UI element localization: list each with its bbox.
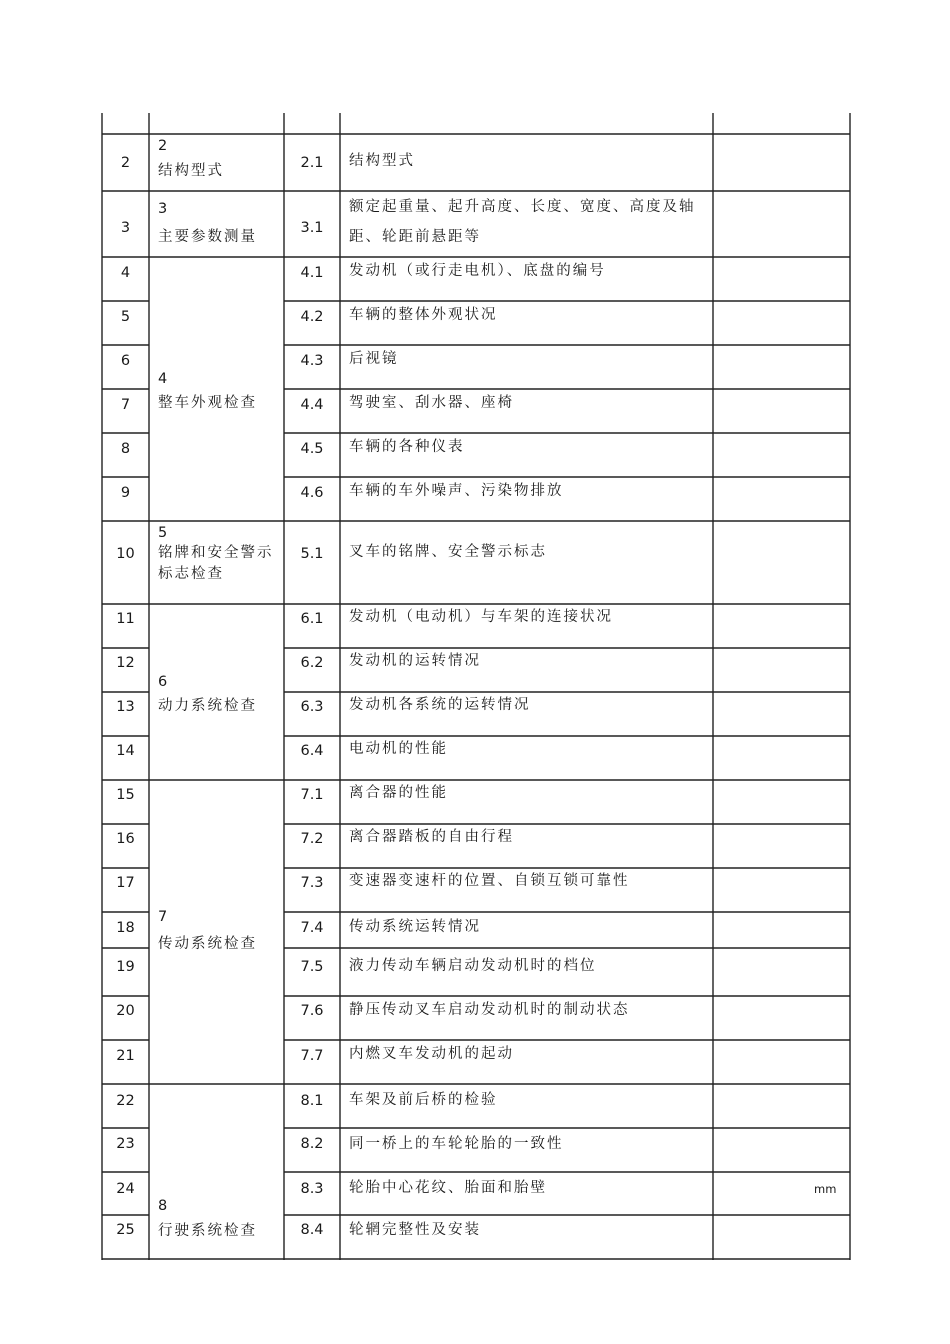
- item-number: 5.1: [300, 546, 324, 562]
- item-content: 轮胎中心花纹、胎面和胎壁: [349, 1180, 547, 1196]
- group-name-line2: 标志检查: [158, 566, 224, 582]
- row-number: 19: [116, 959, 135, 975]
- item-content: 发动机的运转情况: [349, 653, 481, 669]
- item-number: 4.6: [300, 485, 324, 501]
- item-content: 离合器踏板的自由行程: [349, 829, 514, 845]
- item-content: 内燃叉车发动机的起动: [349, 1046, 514, 1062]
- group-number: 2: [158, 138, 168, 154]
- group-number: 7: [158, 909, 168, 925]
- item-content: 额定起重量、起升高度、长度、宽度、高度及轴: [349, 199, 696, 215]
- item-number: 7.6: [300, 1003, 324, 1019]
- item-number: 4.4: [300, 397, 324, 413]
- item-number: 8.1: [300, 1093, 324, 1109]
- item-content: 车架及前后桥的检验: [349, 1092, 498, 1108]
- item-number: 3.1: [300, 220, 324, 236]
- group-name: 整车外观检查: [158, 395, 257, 411]
- row-number: 18: [116, 920, 135, 936]
- item-content: 驾驶室、刮水器、座椅: [349, 395, 514, 411]
- item-content: 电动机的性能: [349, 741, 448, 757]
- group-name: 动力系统检查: [158, 698, 257, 714]
- item-content: 轮辋完整性及安装: [349, 1222, 481, 1238]
- item-content: 传动系统运转情况: [349, 919, 481, 935]
- item-number: 7.1: [300, 787, 324, 803]
- row-number: 15: [116, 787, 135, 803]
- row-number: 2: [120, 155, 131, 171]
- group-number: 4: [158, 371, 168, 387]
- item-content: 液力传动车辆启动发动机时的档位: [349, 958, 597, 974]
- row-number: 10: [116, 546, 135, 562]
- item-content: 车辆的车外噪声、污染物排放: [349, 483, 564, 499]
- row-number: 21: [116, 1048, 135, 1064]
- group-name: 铭牌和安全警示: [158, 545, 274, 561]
- row-number: 14: [116, 743, 135, 759]
- group-name: 行驶系统检查: [158, 1223, 257, 1239]
- row-number: 7: [120, 397, 131, 413]
- row-number: 9: [120, 485, 131, 501]
- item-number: 8.3: [300, 1181, 324, 1197]
- row-number: 3: [120, 220, 131, 236]
- row-number: 6: [120, 353, 131, 369]
- item-number: 7.3: [300, 875, 324, 891]
- item-number: 4.2: [300, 309, 324, 325]
- row-number: 4: [120, 265, 131, 281]
- row-number: 17: [116, 875, 135, 891]
- row-number: 16: [116, 831, 135, 847]
- group-name: 结构型式: [158, 163, 224, 179]
- item-content-line2: 距、轮距前悬距等: [349, 229, 481, 245]
- row-number: 8: [120, 441, 131, 457]
- group-number: 5: [158, 525, 168, 541]
- item-number: 4.1: [300, 265, 324, 281]
- group-number: 6: [158, 674, 168, 690]
- item-number: 7.7: [300, 1048, 324, 1064]
- row-number: 24: [116, 1181, 135, 1197]
- row-number: 11: [116, 611, 135, 627]
- result-unit: mm: [814, 1182, 837, 1196]
- row-number: 25: [116, 1222, 135, 1238]
- item-number: 6.4: [300, 743, 324, 759]
- group-name: 主要参数测量: [158, 229, 257, 245]
- item-number: 6.3: [300, 699, 324, 715]
- item-number: 7.2: [300, 831, 324, 847]
- item-content: 车辆的各种仪表: [349, 439, 465, 455]
- item-number: 4.5: [300, 441, 324, 457]
- group-number: 8: [158, 1198, 168, 1214]
- item-content: 变速器变速杆的位置、自锁互锁可靠性: [349, 873, 630, 889]
- row-number: 23: [116, 1136, 135, 1152]
- item-content: 同一桥上的车轮轮胎的一致性: [349, 1136, 564, 1152]
- item-content: 结构型式: [349, 153, 415, 169]
- item-number: 2.1: [300, 155, 324, 171]
- row-number: 5: [120, 309, 131, 325]
- group-name: 传动系统检查: [158, 936, 257, 952]
- item-content: 车辆的整体外观状况: [349, 307, 498, 323]
- item-number: 8.2: [300, 1136, 324, 1152]
- item-content: 发动机各系统的运转情况: [349, 697, 531, 713]
- item-number: 6.2: [300, 655, 324, 671]
- item-content: 后视镜: [349, 351, 399, 367]
- item-number: 4.3: [300, 353, 324, 369]
- row-number: 12: [116, 655, 135, 671]
- item-number: 8.4: [300, 1222, 324, 1238]
- row-number: 20: [116, 1003, 135, 1019]
- item-content: 发动机（电动机）与车架的连接状况: [349, 609, 613, 625]
- row-number: 22: [116, 1093, 135, 1109]
- group-number: 3: [158, 201, 168, 217]
- item-content: 叉车的铭牌、安全警示标志: [349, 544, 547, 560]
- item-number: 6.1: [300, 611, 324, 627]
- item-content: 离合器的性能: [349, 785, 448, 801]
- item-number: 7.4: [300, 920, 324, 936]
- item-content: 发动机（或行走电机）、底盘的编号: [349, 263, 606, 279]
- item-content: 静压传动叉车启动发动机时的制动状态: [349, 1002, 630, 1018]
- item-number: 7.5: [300, 959, 324, 975]
- row-number: 13: [116, 699, 135, 715]
